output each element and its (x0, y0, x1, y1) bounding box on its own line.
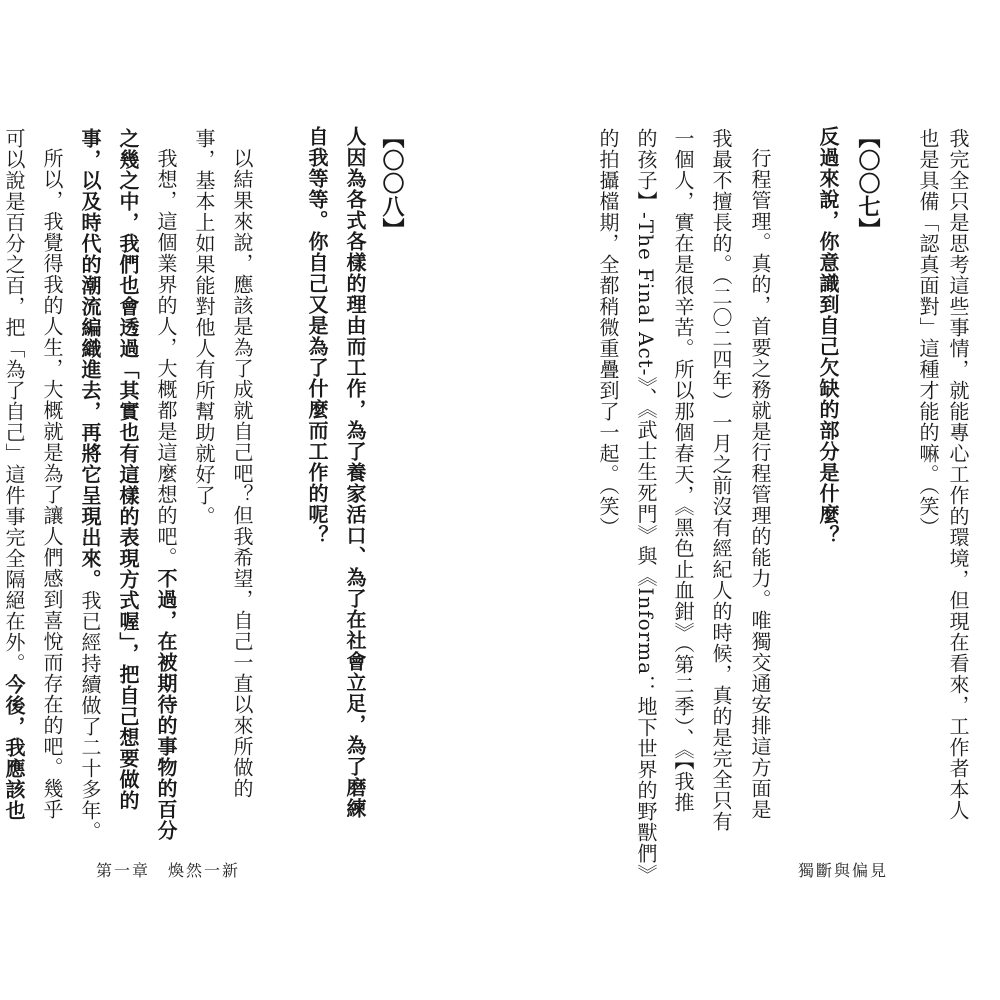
right-col-8: 的孩子】-The Final Act-》、《武士生死門》與《Informa：地下世界的野獸們》 (634, 128, 658, 886)
right-col-9: 的拍攝檔期，全都稍微重疊到了一起。（笑） (596, 128, 620, 538)
left-col-9: 所以，我覺得我的人生，大概就是為了讓人們感到喜悅而存在的吧。幾乎 (40, 148, 64, 820)
question-007: 反過來說，你意識到自己欠缺的部分是什麼？ (816, 126, 840, 546)
section-heading-008: 【〇〇八】 (379, 126, 404, 241)
right-col-5: 行程管理。真的，首要之務就是行程管理的能力。唯獨交通安排這方面是 (748, 148, 772, 820)
left-col-10-part-1: 可以說是百分之百，把「為了自己」這件事完全隔絕在外。 (2, 128, 26, 674)
right-page-footer-title: 獨斷與偏見 (798, 861, 889, 880)
right-col-1: 我完全只是思考這些事情，就能專心工作的環境，但現在看來，工作者本人 (946, 128, 970, 821)
left-page-footer-chapter: 第一章 煥然一新 (96, 861, 241, 880)
left-col-10-part-2: 今後，我應該也 (2, 674, 26, 821)
right-col-6: 我最不擅長的。（二〇二四年）一月之前沒有經紀人的時候，真的是完全只有 (709, 128, 733, 832)
left-col-7 (116, 128, 140, 811)
left-col-8-part-2: 我已經持續做了二十多年。 (78, 590, 102, 842)
left-col-5: 事，基本上如果能對他人有所幫助就好了。 (192, 128, 216, 527)
left-col-6-part-1: 我想，這個業界的人，大概都是這麼想的吧。 (154, 148, 178, 568)
left-col-4: 以結果來說，應該是為了成就自己吧？但我希望，自己一直以來所做的 (230, 148, 254, 799)
right-col-7: 一個人，實在是很辛苦。所以那個春天，《黑色止血鉗》（第二季）、《【我推 (671, 128, 695, 813)
left-col-10 (2, 128, 26, 821)
section-heading-007: 【〇〇七】 (855, 126, 880, 241)
right-col-2: 也是具備「認真面對」這種才能的嘛。（笑） (916, 128, 940, 538)
question-008-line-2: 自我等等。你自己又是為了什麼而工作的呢？ (305, 126, 329, 546)
left-col-7-part-1: 之幾之中，我們也會透過「其實也有這樣的表現方式喔」，把自己想要做的 (116, 128, 140, 811)
left-col-6 (154, 148, 178, 841)
left-col-8-part-1: 事，以及時代的潮流編織進去，再將它呈現出來。 (78, 128, 102, 590)
question-008-line-1: 人因為各式各樣的理由而工作，為了養家活口、為了在社會立足，為了磨練 (343, 126, 367, 819)
left-col-6-part-2: 不過，在被期待的事物的百分 (154, 568, 178, 841)
left-col-8 (78, 128, 102, 842)
